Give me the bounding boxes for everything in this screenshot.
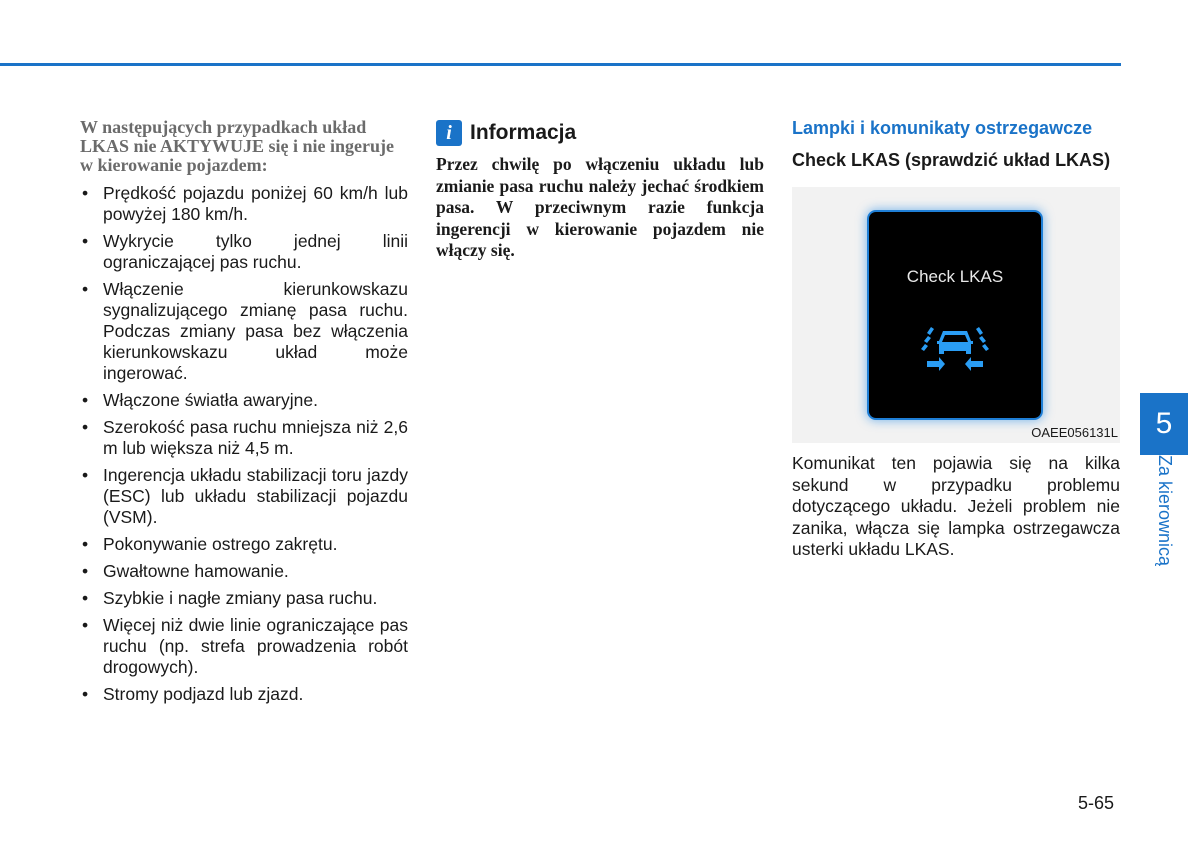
bullet-icon: • [82,615,89,635]
bullet-icon: • [82,684,89,704]
bullet-icon: • [82,417,89,437]
section-title: Lampki i komunikaty ostrzegawcze [792,118,1093,138]
conditions-heading: W następujących przypadkach układ LKAS nie AKTYWUJE się i nie ingeruje w kierowanie pojazdem: [80,117,395,175]
page-number: 5-65 [1078,793,1115,813]
info-icon: i [436,120,462,146]
warnings-column [792,117,1120,561]
chapter-tab-number[interactable]: 5 [1140,393,1188,455]
subsection-title: Check LKAS (sprawdzić układ LKAS) [792,150,1111,170]
info-text: Przez chwilę po włączeniu układu lub zmianie pasa ruchu należy jechać środkiem pasa. W przeciwnym razie funkcja ingerencji w kierowanie pojazdem nie włączy się. [436,154,764,260]
info-box [436,120,764,262]
bullet-icon: • [82,231,89,251]
info-header [436,120,764,146]
display-message: Check LKAS [906,267,1004,286]
bullet-icon: • [82,588,89,608]
list-item: • Pokonywanie ostrego zakrętu. [82,534,338,554]
list-item: • Włączone światła awaryjne. [82,390,318,410]
bullet-icon: • [82,534,89,554]
list-item: • Ingerencja układu stabilizacji toru jazdy (ESC) lub układu stabilizacji pojazdu (VSM). [82,465,408,527]
list-item: • Szerokość pasa ruchu mniejsza niż 2,6 m lub większa niż 4,5 m. [82,417,408,458]
list-item: • Szybkie i nagłe zmiany pasa ruchu. [82,588,378,608]
cluster-figure [792,187,1120,443]
cluster-display [869,212,1041,418]
lkas-icon [921,325,989,373]
list-item: • Wykrycie tylko jednej linii ograniczającej pas ruchu. [82,231,408,272]
conditions-list [80,183,408,705]
list-item: • Włączenie kierunkowskazu sygnalizującego zmianę pasa ruchu. Podczas zmiany pasa bez włączenia kierunkowskazu układ może ingerować. [82,279,408,383]
list-item: • Stromy podjazd lub zjazd. [82,684,304,704]
list-item: • Gwałtowne hamowanie. [82,561,289,581]
warning-description: Komunikat ten pojawia się na kilka sekund w przypadku problemu dotyczącego układu. Jeżeli problem nie zanika, włącza się lampka ostrzegawcza usterki układu LKAS. [792,453,1120,559]
bullet-icon: • [82,279,89,299]
info-title: Informacja [470,121,577,144]
bullet-icon: • [82,390,89,410]
list-item: • Prędkość pojazdu poniżej 60 km/h lub powyżej 180 km/h. [82,183,408,224]
bullet-icon: • [82,183,89,203]
bullet-icon: • [82,561,89,581]
chapter-tab-label: Za kierownicą [1155,455,1175,567]
bullet-icon: • [82,465,89,485]
figure-code: OAEE056131L [1031,425,1118,440]
list-item: • Więcej niż dwie linie ograniczające pas ruchu (np. strefa prowadzenia robót drogowych). [82,615,408,677]
conditions-column [80,118,408,711]
header-rule [0,63,1121,66]
